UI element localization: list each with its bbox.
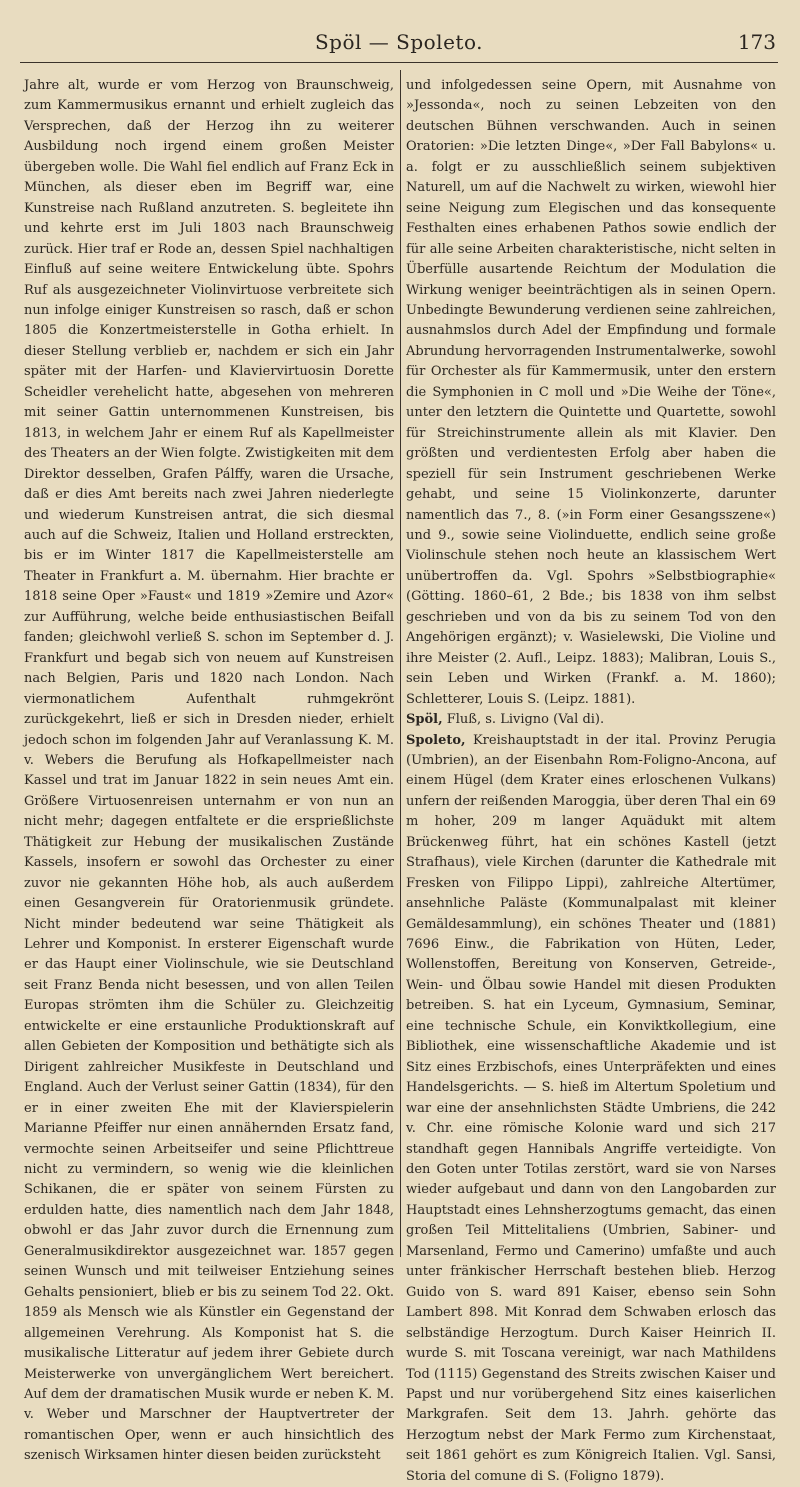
entry-spoel-text: Fluß, s. Livigno (Val di). [443,712,605,727]
left-column [24,76,394,1257]
right-column [406,76,776,1257]
entry-spoel [406,710,776,730]
lemma-spoel: Spöl, [406,712,443,727]
page-header [20,28,778,63]
running-head: Spöl — Spoleto. [20,30,778,54]
spohr-entry-end: und infolgedessen seine Opern, mit Ausnahme von »Jessonda«, noch zu seinen Lebzeiten von den deutschen Bühnen verschwanden. Auch in seinen Oratorien: »Die letzten Dinge«, »Der Fall Babylons« u. a. folgt er zu ausschließlich seinem subjektiven Naturell, um auf die Nachwelt zu wirken, wiewohl hier seine Neigung zum Elegischen und das konsequente Festhalten eines erhabenen Pathos sowie endlich der für alle seine Arbeiten charakteristische, nicht selten in Überfülle ausartende Reichtum der Modulation die Wirkung weniger beeinträchtigen als in seinen Opern. Unbedingte Bewunderung verdienen seine zahlreichen, ausnahmslos durch Adel der Empfindung und formale Abrundung hervorragenden Instrumentalwerke, sowohl für Orchester als für Kammermusik, unter den erstern die Symphonien in C moll und »Die Weihe der Töne«, unter den letztern die Quintette und Quartette, sowohl für Streichinstrumente allein als mit Klavier. Den größten und verdientesten Erfolg aber haben die speziell für sein Instrument geschriebenen Werke gehabt, und seine 15 Violinkonzerte, darunter namentlich das 7., 8. (»in Form einer Gesangsszene«) und 9., sowie seine Violinduette, endlich seine große Violinschule stehen noch heute an klassischem Wert unübertroffen da. Vgl. Spohrs »Selbstbiographie« (Götting. 1860–61, 2 Bde.; bis 1838 von ihm selbst geschrieben und von da bis zu seinem Tod von den Angehörigen ergänzt); v. Wasielewski, Die Violine und ihre Meister (2. Aufl., Leipz. 1883); Malibran, Louis S., sein Leben und Wirken (Frankf. a. M. 1860); Schletterer, Louis S. (Leipz. 1881). [406,76,776,710]
page-number: 173 [738,30,776,54]
entry-spoleto-text: Kreishauptstadt in der ital. Provinz Perugia (Umbrien), an der Eisenbahn Rom-Foligno-Ancona, auf einem Hügel (dem Krater eines erloschenen Vulkans) unfern der reißenden Maroggia, über deren Thal ein 69 m hoher, 209 m langer Aquädukt mit altem Brückenweg führt, hat ein schönes Kastell (jetzt Strafhaus), viele Kirchen (darunter die Kathedrale mit Fresken von Filippo Lippi), zahlreiche Altertümer, ansehnliche Paläste (Kommunalpalast mit kleiner Gemäldesammlung), ein schönes Theater und (1881) 7696 Einw., die Fabrikation von Hüten, Leder, Wollenstoffen, Bereitung von Konserven, Getreide-, Wein- und Ölbau sowie Handel mit diesen Produkten betreiben. S. hat ein Lyceum, Gymnasium, Seminar, eine technische Schule, ein Konviktkollegium, eine Bibliothek, eine wissenschaftliche Akademie und ist Sitz eines Erzbischofs, eines Unterpräfekten und eines Handelsgerichts. — S. hieß im Altertum Spoletium und war eine der ansehnlichsten Städte Umbriens, die 242 v. Chr. eine römische Kolonie ward und sich 217 standhaft gegen Hannibals Angriffe verteidigte. Von den Goten unter Totilas zerstört, ward sie von Narses wieder aufgebaut und dann von den Langobarden zur Hauptstadt eines Lehnsherzogtums gemacht, das einen großen Teil Mittelitaliens (Umbrien, Sabiner- und Marsenland, Fermo und Camerino) umfaßte und auch unter fränkischer Herrschaft bestehen blieb. Herzog Guido von S. ward 891 Kaiser, ebenso sein Sohn Lambert 898. Mit Konrad dem Schwaben erlosch das selbständige Herzogtum. Durch Kaiser Heinrich II. wurde S. mit Toscana vereinigt, war nach Mathildens Tod (1115) Gegenstand des Streits zwischen Kaiser und Papst und nur vorübergehend Sitz eines kaiserlichen Markgrafen. Seit dem 13. Jahrh. gehörte das Herzogtum nebst der Mark Fermo zum Kirchenstaat, seit 1861 gehört es zum Königreich Italien. Vgl. Sansi, Storia del comune di S. (Foligno 1879). [406,733,776,1484]
lemma-spoleto: Spoleto, [406,733,466,748]
spohr-entry-continuation: Jahre alt, wurde er vom Herzog von Braunschweig, zum Kammermusikus ernannt und erhielt zugleich das Versprechen, daß der Herzog ihn zu weiterer Ausbildung noch irgend einem großen Meister übergeben wolle. Die Wahl fiel endlich auf Franz Eck in München, als dieser eben im Begriff war, eine Kunstreise nach Rußland anzutreten. S. begleitete ihn und kehrte erst im Juli 1803 nach Braunschweig zurück. Hier traf er Rode an, dessen Spiel nachhaltigen Einfluß auf seine weitere Entwickelung übte. Spohrs Ruf als ausgezeichneter Violinvirtuose verbreitete sich nun infolge einiger Kunstreisen so rasch, daß er schon 1805 die Konzertmeisterstelle in Gotha erhielt. In dieser Stellung verblieb er, nachdem er sich ein Jahr später mit der Harfen- und Klaviervirtuosin Dorette Scheidler verehelicht hatte, abgesehen von mehreren mit seiner Gattin unternommenen Kunstreisen, bis 1813, in welchem Jahr er einem Ruf als Kapellmeister des Theaters an der Wien folgte. Zwistigkeiten mit dem Direktor desselben, Grafen Pálffy, waren die Ursache, daß er dies Amt bereits nach zwei Jahren niederlegte und wiederum Kunstreisen antrat, die sich diesmal auch auf die Schweiz, Italien und Holland erstreckten, bis er im Winter 1817 die Kapellmeisterstelle am Theater in Frankfurt a. M. übernahm. Hier brachte er 1818 seine Oper »Faust« und 1819 »Zemire und Azor« zur Aufführung, welche beide enthusiastischen Beifall fanden; gleichwohl verließ S. schon im September d. J. Frankfurt und begab sich von neuem auf Kunstreisen nach Belgien, Paris und 1820 nach London. Nach viermonatlichem Aufenthalt ruhmgekrönt zurückgekehrt, ließ er sich in Dresden nieder, erhielt jedoch schon im folgenden Jahr auf Veranlassung K. M. v. Webers die Berufung als Hofkapellmeister nach Kassel und trat im Januar 1822 in sein neues Amt ein. Größere Virtuosenreisen unternahm er von nun an nicht mehr; dagegen entfaltete er die ersprießlichste Thätigkeit zur Hebung der musikalischen Zustände Kassels, insofern er sowohl das Orchester zu einer zuvor nie gekannten Höhe hob, als auch außerdem einen Gesangverein für Oratorienmusik gründete. Nicht minder bedeutend war seine Thätigkeit als Lehrer und Komponist. In ersterer Eigenschaft wurde er das Haupt einer Violinschule, wie sie Deutschland seit Franz Benda nicht besessen, und von allen Teilen Europas strömten ihm die Schüler zu. Gleichzeitig entwickelte er eine erstaunliche Produktionskraft auf allen Gebieten der Komposition und bethätigte sich als Dirigent zahlreicher Musikfeste in Deutschland und England. Auch der Verlust seiner Gattin (1834), für den er in einer zweiten Ehe mit der Klavierspielerin Marianne Pfeiffer nur einen annähernden Ersatz fand, vermochte seinen Arbeitseifer und seine Pflichttreue nicht zu vermindern, so wenig wie die kleinlichen Schikanen, die er später von seinem Fürsten zu erdulden hatte, dies namentlich nach dem Jahr 1848, obwohl er das Jahr zuvor durch die Ernennung zum Generalmusikdirektor ausgezeichnet war. 1857 gegen seinen Wunsch und mit teilweiser Entziehung seines Gehalts pensioniert, blieb er bis zu seinem Tod 22. Okt. 1859 als Mensch wie als Künstler ein Gegenstand der allgemeinen Verehrung. Als Komponist hat S. die musikalische Litteratur auf jedem ihrer Gebiete durch Meisterwerke von unvergänglichem Wert bereichert. Auf dem der dramatischen Musik wurde er neben K. M. v. Weber und Marschner der Hauptvertreter der romantischen Oper, wenn er auch hinsichtlich des szenisch Wirksamen hinter diesen beiden zurücksteht [24,76,394,1467]
column-divider [400,70,401,1257]
text-columns [24,76,776,1257]
entry-spoleto [406,731,776,1487]
